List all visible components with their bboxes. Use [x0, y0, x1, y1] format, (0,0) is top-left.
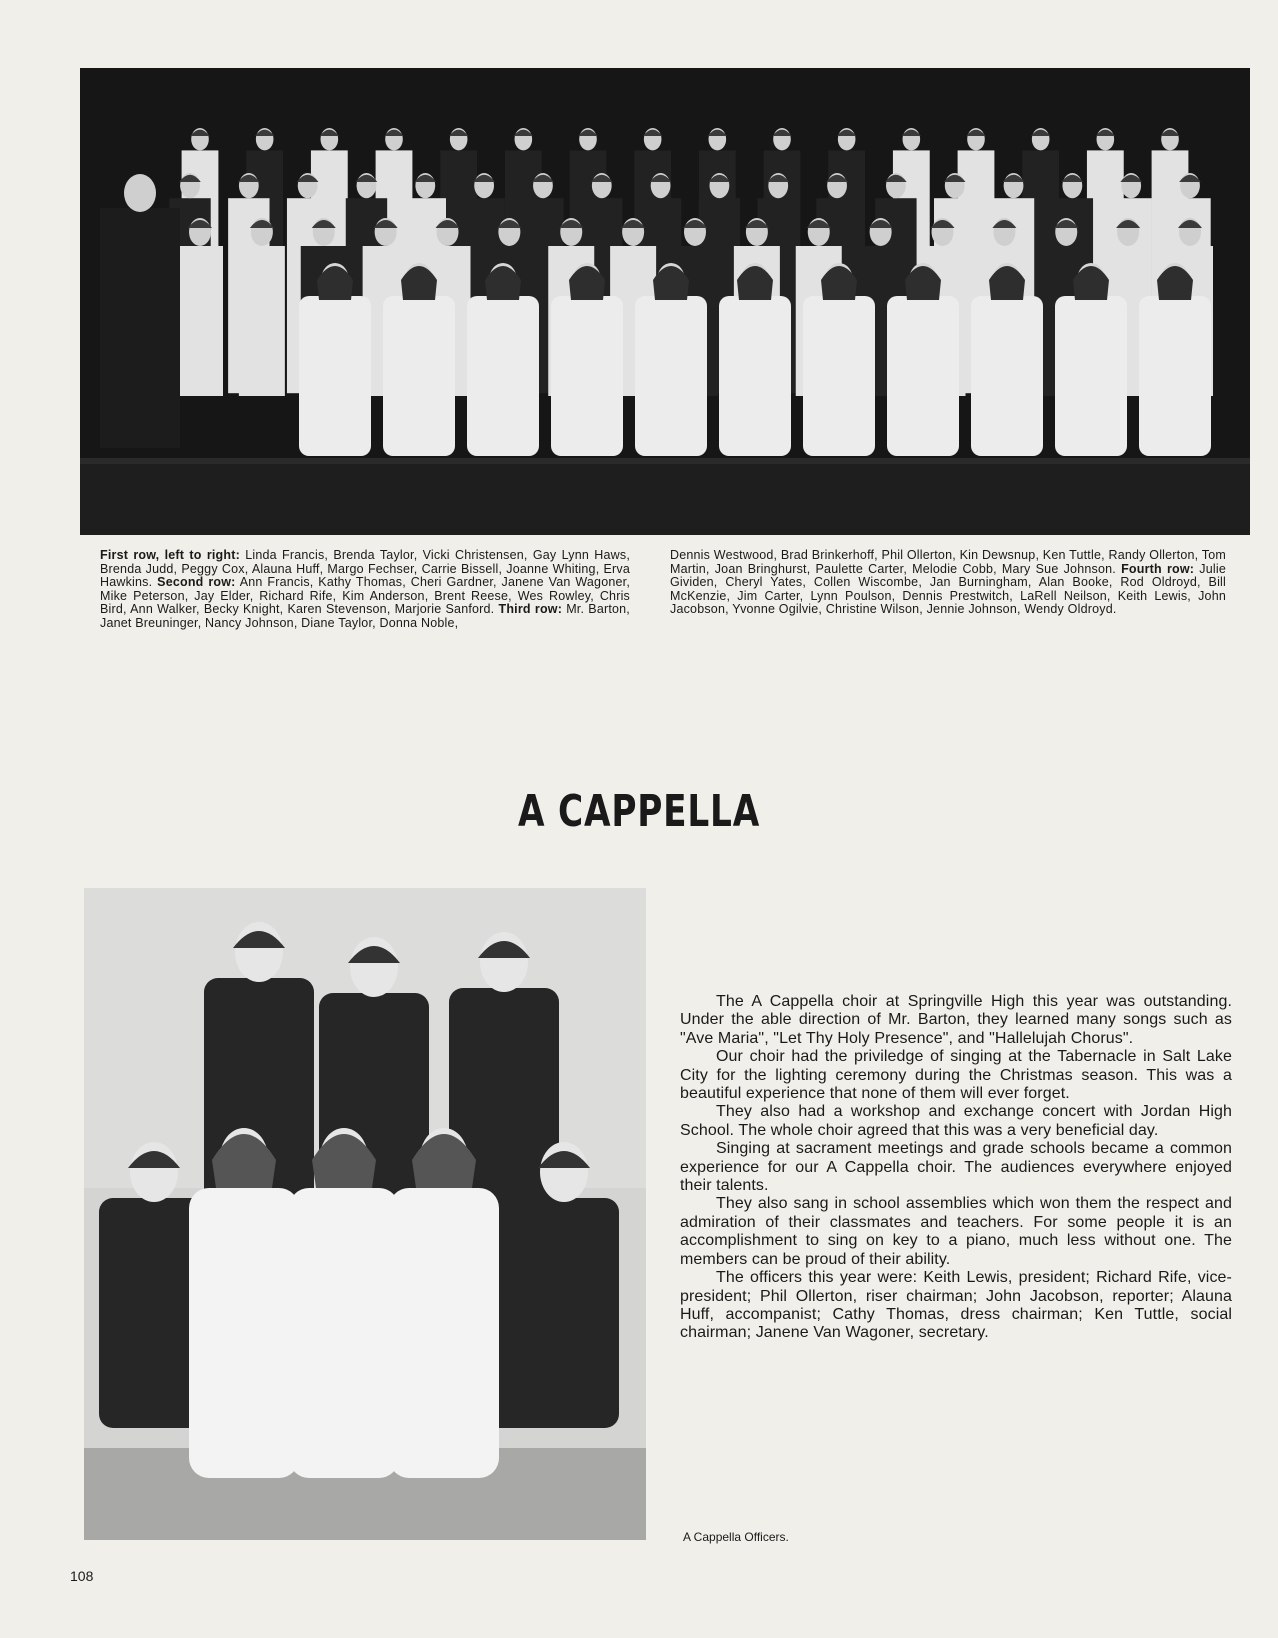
caption-names-second-row: Ann Francis, Kathy Thomas, Cheri Gardner, Janene Van Wagoner, Mike Peterson, Jay Elder, Richard Rife, Kim Anderson, Brent Reese, Wes Rowley, Chris Bird, Ann Walker, Becky Knight, Karen Stevenson, Marjorie Sanford. — [100, 575, 630, 617]
page-number: 108 — [70, 1568, 94, 1584]
officers-photo-caption: A Cappella Officers. — [683, 1530, 789, 1544]
officer-suit — [509, 1198, 619, 1428]
caption-names-third-row: Mr. Barton, Janet Breuninger, Nancy Johnson, Diane Taylor, Donna Noble, — [100, 602, 630, 630]
officers-photo — [84, 888, 646, 1540]
choir-group-photo — [80, 68, 1250, 535]
caption-heading-first-row: First row, left to right: — [100, 548, 240, 562]
officer-robe — [289, 1188, 399, 1478]
seated-choir-member — [299, 296, 371, 456]
seated-choir-member — [803, 296, 875, 456]
article-paragraph: The A Cappella choir at Springville High this year was outstanding. Under the able direction of Mr. Barton, they learned many songs such as "Ave Maria", "Let Thy Holy Presence", and "Hallelujah Chorus". — [680, 993, 1232, 1047]
seated-choir-member — [383, 296, 455, 456]
group-caption-left — [100, 549, 630, 631]
article-body — [680, 993, 1232, 1343]
seated-choir-member — [887, 296, 959, 456]
director — [100, 208, 180, 448]
caption-heading-third-row: Third row: — [498, 602, 563, 617]
caption-heading-fourth-row: Fourth row: — [1121, 561, 1195, 576]
seated-choir-member — [467, 296, 539, 456]
director-face — [124, 174, 156, 212]
page-title: A CAPPELLA — [517, 786, 761, 837]
article-paragraph: They also had a workshop and exchange concert with Jordan High School. The whole choir agreed that this was a very beneficial day. — [680, 1103, 1232, 1139]
group-caption-right — [670, 549, 1226, 617]
choir-member — [239, 246, 285, 396]
caption-heading-second-row: Second row: — [157, 575, 236, 590]
seated-choir-member — [971, 296, 1043, 456]
article-paragraph: They also sang in school assemblies which won them the respect and admiration of their classmates and teachers. For some people it is an accomplishment to sing on key to a piano, much less without one. The members can be proud of their ability. — [680, 1195, 1232, 1268]
seated-choir-member — [551, 296, 623, 456]
seated-choir-member — [1139, 296, 1211, 456]
seated-choir-member — [719, 296, 791, 456]
seated-choir-member — [635, 296, 707, 456]
officer-robe — [189, 1188, 299, 1478]
caption-names-third-row-cont: Dennis Westwood, Brad Brinkerhoff, Phil Ollerton, Kin Dewsnup, Ken Tuttle, Randy Ollerton, Tom Martin, Joan Bringhurst, Paulette Carter, Melodie Cobb, Mary Sue Johnson. — [670, 548, 1226, 576]
article-paragraph: Our choir had the priviledge of singing at the Tabernacle in Salt Lake City for the lighting ceremony during the Christmas season. This was a beautiful experience that none of them will ever forget. — [680, 1048, 1232, 1103]
article-paragraph: The officers this year were: Keith Lewis, president; Richard Rife, vice-president; Phil Ollerton, riser chairman; John Jacobson, reporter; Alauna Huff, accompanist; Cathy Thomas, dress chairman; Ken Tuttle, social chairman; Janene Van Wagoner, secretary. — [680, 1269, 1232, 1342]
seated-choir-member — [1055, 296, 1127, 456]
caption-names-fourth-row: Julie Gividen, Cheryl Yates, Collen Wiscombe, Jan Burningham, Alan Booke, Rod Oldroyd, Bill McKenzie, Jim Carter, Lynn Poulson, Dennis Prestwitch, LaRell Neilson, Keith Lewis, John Jacobson, Yvonne Ogilvie, Christine Wilson, Jennie Johnson, Wendy Oldroyd. — [670, 561, 1226, 617]
article-paragraph: Singing at sacrament meetings and grade schools became a common experience for our A Cappella choir. The audiences everywhere enjoyed their talents. — [680, 1140, 1232, 1195]
officer-robe — [389, 1188, 499, 1478]
choir-member — [177, 246, 223, 396]
caption-names-first-row: Linda Francis, Brenda Taylor, Vicki Christensen, Gay Lynn Haws, Brenda Judd, Peggy Cox, Alauna Huff, Margo Fechser, Carrie Bissell, Joanne Whiting, Erva Hawkins. — [100, 548, 630, 590]
